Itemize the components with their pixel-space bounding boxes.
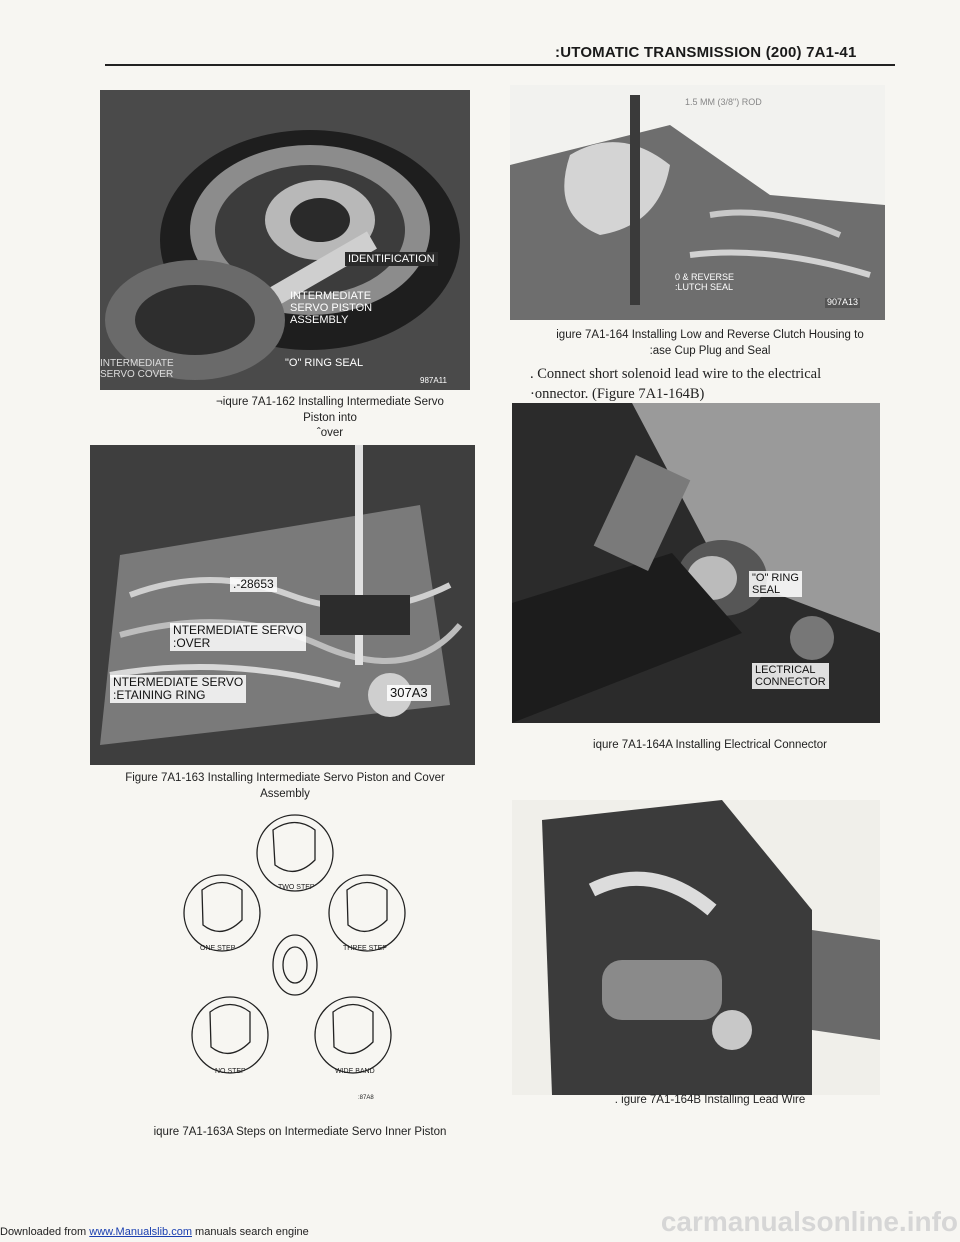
label-servo-cover: INTERMEDIATE SERVO COVER: [100, 358, 174, 380]
watermark: carmanualsonline.info: [660, 1206, 958, 1237]
step-text: . Connect short solenoid lead wire to the electrical ·onnector. (Figure 7A1-164B): [530, 366, 822, 402]
figure-163a-diagram: [175, 810, 415, 1105]
footer: [0, 1226, 309, 1238]
label-figure-code-163: 307A3: [387, 685, 431, 701]
figure-164b-caption: . igure 7A1-164B Installing Lead Wire: [614, 1094, 806, 1106]
label-three-step: THREE STEP: [343, 945, 387, 952]
figure-164a-caption: iqure 7A1-164A Installing Electrical Connector: [593, 739, 827, 751]
header-rule: [105, 64, 895, 66]
label-no-step: NO STEP: [215, 1068, 246, 1075]
figure-163-caption: Figure 7A1-163 Installing Intermediate Servo Piston and Cover Assembly: [125, 772, 445, 800]
label-o-ring-seal: "O" RING SEAL: [285, 357, 364, 369]
label-retaining-ring: NTERMEDIATE SERVO :ETAINING RING: [110, 675, 246, 703]
figure-164-caption: igure 7A1-164 Installing Low and Reverse Clutch Housing to :ase Cup Plug and Seal: [556, 329, 864, 357]
label-figure-code-162: 987A11: [420, 376, 447, 385]
label-rod-size: 1.5 MM (3/8") ROD: [685, 97, 762, 107]
label-clutch-seal: 0 & REVERSE :LUTCH SEAL: [675, 272, 735, 292]
figure-162-caption: ¬iqure 7A1-162 Installing Intermediate Servo Piston into ˆover: [216, 396, 444, 440]
label-servo-piston-assembly: INTERMEDIATE SERVO PISTON ASSEMBLY: [290, 290, 373, 327]
figure-164-photo: [510, 85, 885, 320]
figure-164a-photo: [512, 403, 880, 723]
label-tool-number: .-28653: [230, 577, 277, 592]
figure-164b-photo: [512, 800, 880, 1095]
footer-link[interactable]: www.Manualslib.com: [89, 1226, 192, 1238]
figure-163a-caption: iqure 7A1-163A Steps on Intermediate Servo Inner Piston: [153, 1126, 447, 1138]
label-wide-band: WIDE BAND: [335, 1068, 375, 1075]
figure-163-photo: [90, 445, 475, 765]
label-electrical-connector: LECTRICAL CONNECTOR: [752, 663, 829, 689]
footer-suffix: manuals search engine: [191, 1226, 309, 1238]
label-two-step: TWO STEP: [278, 884, 315, 891]
label-servo-cover-163: NTERMEDIATE SERVO :OVER: [170, 623, 306, 651]
footer-prefix: Downloaded from: [0, 1226, 90, 1238]
page-header-title: :UTOMATIC TRANSMISSION (200) 7A1-41: [555, 44, 857, 61]
label-figure-code-163a: :87A8: [358, 1095, 374, 1101]
label-identification: IDENTIFICATION: [345, 252, 438, 266]
label-one-step: ONE STEP: [200, 945, 236, 952]
label-o-ring-seal-164a: "O" RING SEAL: [749, 571, 802, 597]
label-figure-code-164: 907A13: [827, 297, 859, 307]
figure-162-photo: [100, 90, 470, 390]
